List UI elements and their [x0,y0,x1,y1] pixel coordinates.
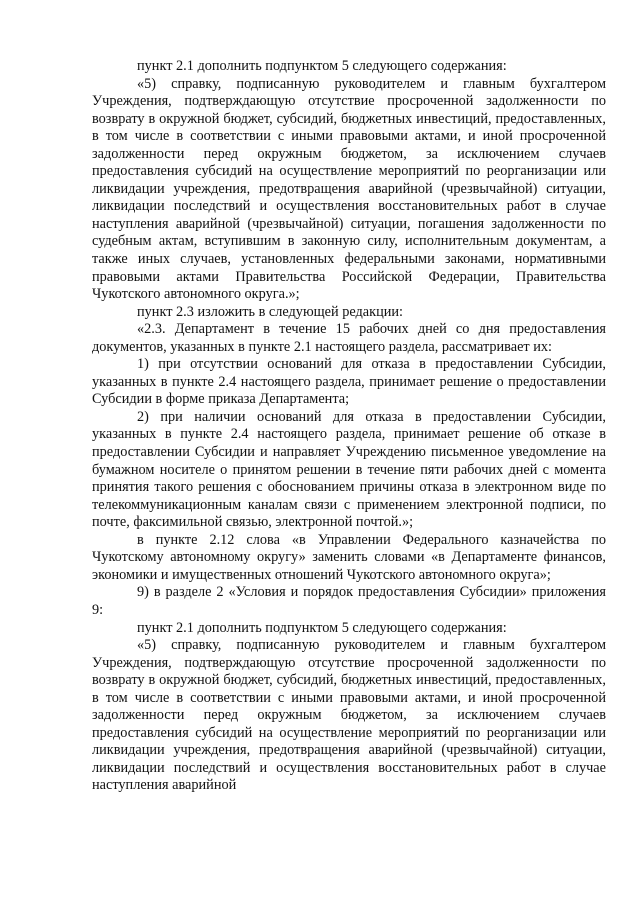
paragraph-amend-2-1: пункт 2.1 дополнить подпунктом 5 следующего содержания: [137,58,507,74]
paragraph-2-12: в пункте 2.12 слова «в Управлении Федерального казначейства по Чукотскому автономному округу» заменить словами «в Департаменте финансов, экономики и имущественных отношений Чукотского автономного округа»; [92,531,606,583]
paragraph-2-3-text: «2.3. Департамент в течение 15 рабочих дней со дня предоставления документов, указанных в пункте 2.1 настоящего раздела, рассматривает их: [92,321,606,355]
paragraph-item-1: 1) при отсутствии оснований для отказа в предоставлении Субсидии, указанных в пункте 2.4 настоящего раздела, принимает решение о предоставлении Субсидии в форме приказа Департамента; [92,356,606,408]
paragraph-section-9: 9) в разделе 2 «Условия и порядок предоставления Субсидии» приложения 9: [92,584,606,618]
paragraph-subpoint-5-repeat: «5) справку, подписанную руководителем и главным бухгалтером Учреждения, подтверждающую отсутствие просроченной задолженности по возврату в окружной бюджет, субсидий, бюджетных инвестиций, предоставленных, в том числе в соответствии с иными правовыми актами, и иной просроченной задолженности перед окружным бюджетом, за исключением случаев предоставления субсидий на осуществление мероприятий по реорганизации или ликвидации учреждения, предотвращения аварийной (чрезвычайной) ситуации, ликвидации последствий и осуществления восстановительных работ в случае наступления аварийной [92,637,606,794]
document-page [92,58,606,795]
paragraph-item-2: 2) при наличии оснований для отказа в предоставлении Субсидии, указанных в пункте 2.4 настоящего раздела, принимает решение об отказе в предоставлении Субсидии и направляет Учреждению письменное уведомление на бумажном носителе о принятом решении в течение пяти рабочих дней с момента принятия такого решения с обоснованием причины отказа в электронном виде по телекоммуникационным каналам связи с применением электронной подписи, по почте, факсимильной связью, электронной почтой.»; [92,408,606,531]
paragraph-amend-2-1-repeat: пункт 2.1 дополнить подпунктом 5 следующего содержания: [137,619,507,636]
paragraph-amend-2-3: пункт 2.3 изложить в следующей редакции: [137,303,404,320]
paragraph-subpoint-5: «5) справку, подписанную руководителем и главным бухгалтером Учреждения, подтверждающую отсутствие просроченной задолженности по возврату в окружной бюджет, субсидий, бюджетных инвестиций, предоставленных, в том числе в соответствии с иными правовыми актами, и иной просроченной задолженности перед окружным бюджетом, за исключением случаев предоставления субсидий на осуществление мероприятий по реорганизации или ликвидации учреждения, предотвращения аварийной (чрезвычайной) ситуации, ликвидации последствий и осуществления восстановительных работ в случае наступления аварийной (чрезвычайной) ситуации, погашения задолженности по судебным актам, вступившим в законную силу, исполнительным документам, а также иных случаев, установленных федеральными законами, нормативными правовыми актами Правительства Российской Федерации, Правительства Чукотского автономного округа.»; [92,75,606,303]
